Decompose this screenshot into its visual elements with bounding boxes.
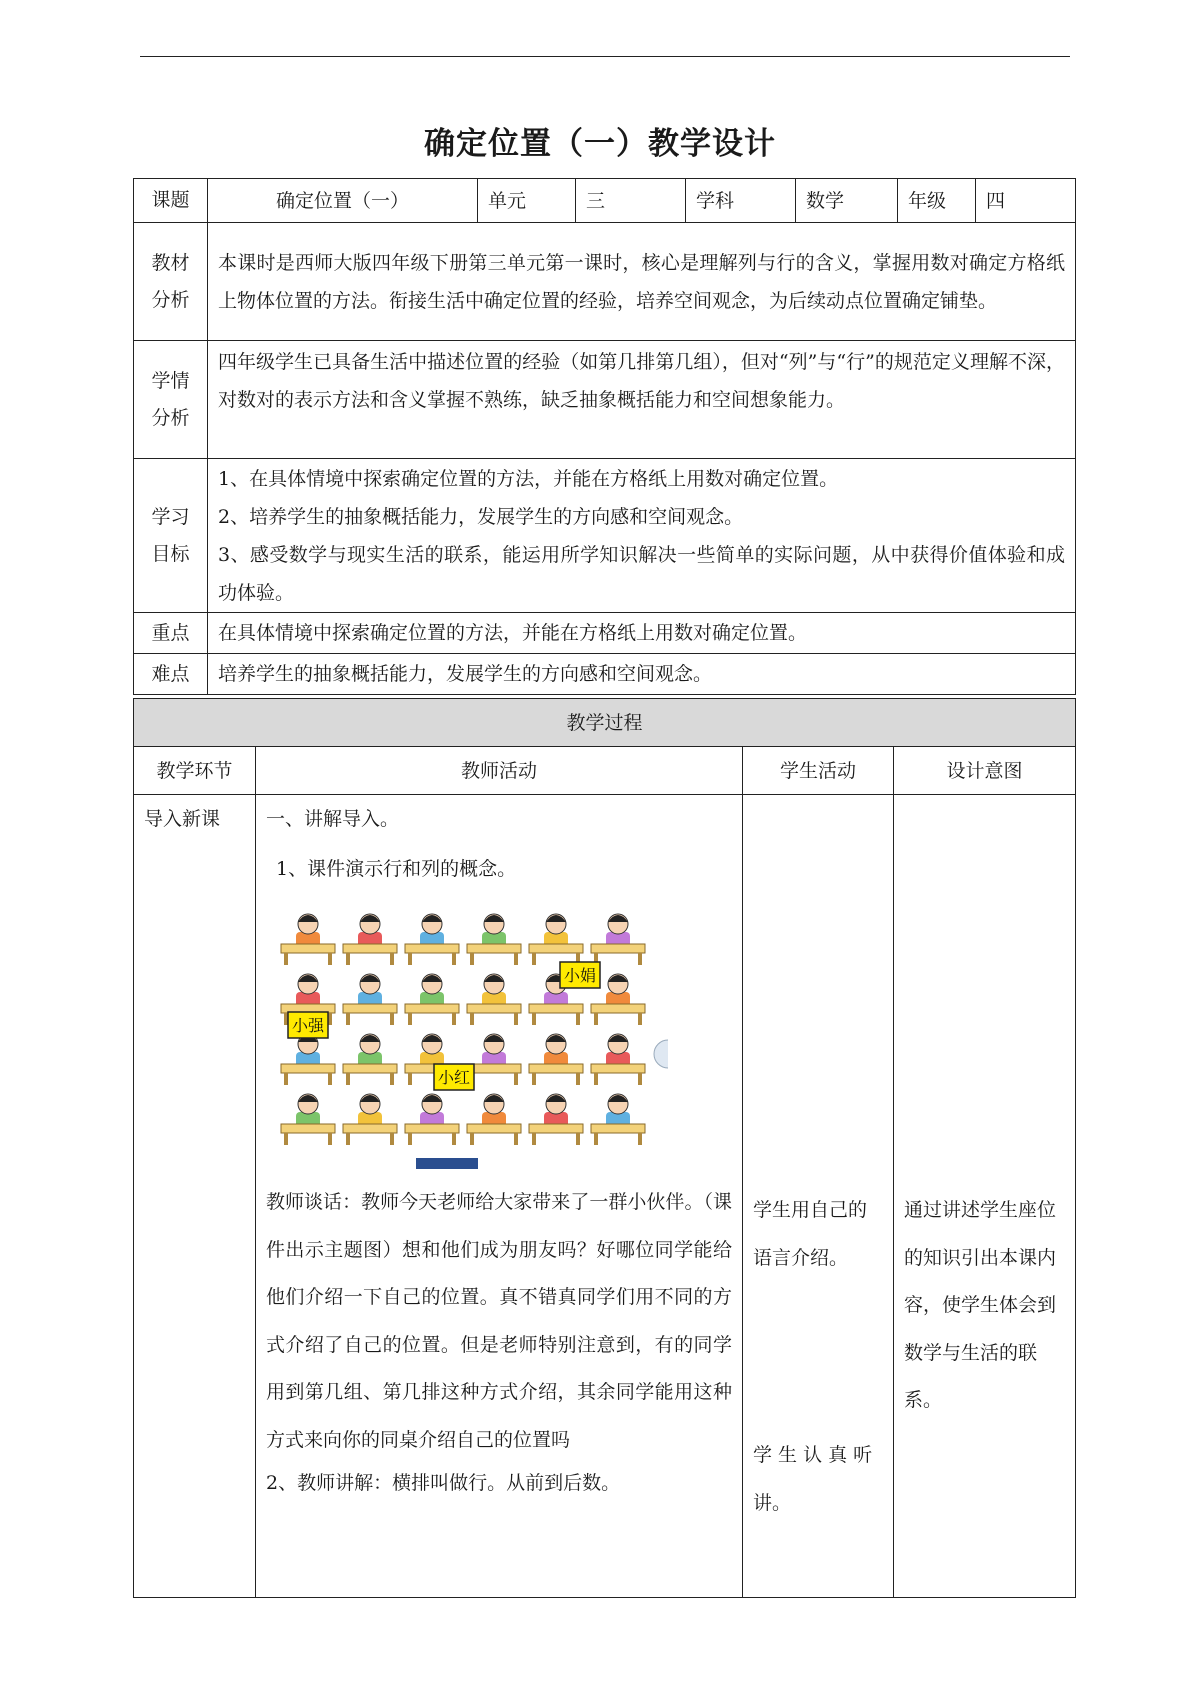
label-xiaohong (434, 1064, 474, 1090)
col-intent: 设计意图 (894, 747, 1076, 795)
step-1: 一、讲解导入。 (266, 808, 400, 830)
col-student: 学生活动 (743, 747, 894, 795)
grade-label: 年级 (898, 179, 976, 223)
info-table (133, 178, 1076, 695)
material-row (134, 223, 1076, 341)
course-value: 确定位置（一） (208, 179, 478, 223)
subject-value: 数学 (796, 179, 898, 223)
label-xiaojuan (560, 962, 600, 988)
teacher-talk: 教师谈话：教师今天老师给大家带来了一群小伙伴。（课件出示主题图）想和他们成为朋友吗？好哪位同学能给他们介绍一下自己的位置。真不错真同学们用不同的方式介绍了自己的位置。但是老师特别注意到，有的同学用到第几组、第几排这种方式介绍，其余同学能用这种方式来向你的同桌介绍自己的位置吗 (266, 1191, 732, 1451)
process-row (134, 795, 1076, 1598)
goal-item: 2、培养学生的抽象概括能力，发展学生的方向感和空间观念。 (218, 505, 744, 528)
header-rule (140, 56, 1070, 57)
label-xiaohong-text: 小红 (437, 1068, 471, 1087)
student-activity-2: 学 生 认 真 听 讲。 (753, 1444, 873, 1514)
goal-list (208, 459, 1076, 613)
key-label: 重点 (134, 613, 208, 654)
step-1-1: 1、课件演示行和列的概念。 (276, 858, 517, 880)
material-label-line1: 教材 (151, 251, 190, 274)
col-stage: 教学环节 (134, 747, 256, 795)
difficult-label: 难点 (134, 654, 208, 695)
process-title-row (134, 699, 1076, 747)
goal-item: 3、感受数学与现实生活的联系，能运用所学知识解决一些简单的实际问题，从中获得价值体验和成功体验。 (218, 543, 1065, 604)
key-row (134, 613, 1076, 654)
process-table (133, 698, 1076, 1598)
student-row (134, 341, 1076, 459)
material-text: 本课时是西师大版四年级下册第三单元第一课时，核心是理解列与行的含义，掌握用数对确定方格纸上物体位置的方法。衔接生活中确定位置的经验，培养空间观念，为后续动点位置确定铺垫。 (208, 223, 1076, 341)
goal-label-line1: 学习 (151, 505, 190, 528)
student-label-line1: 学情 (151, 369, 190, 392)
material-label-line2: 分析 (151, 288, 190, 311)
student-activity (743, 795, 894, 1598)
difficult-row (134, 654, 1076, 695)
goal-row (134, 459, 1076, 613)
difficult-text: 培养学生的抽象概括能力，发展学生的方向感和空间观念。 (208, 654, 1076, 695)
subject-label: 学科 (686, 179, 796, 223)
classroom-illustration (270, 904, 668, 1169)
design-intent-text: 通过讲述学生座位的知识引出本课内容，使学生体会到数学与生活的联系。 (904, 1199, 1057, 1411)
goal-item: 1、在具体情境中探索确定位置的方法，并能在方格纸上用数对确定位置。 (218, 467, 839, 490)
unit-value: 三 (576, 179, 686, 223)
key-text: 在具体情境中探索确定位置的方法，并能在方格纸上用数对确定位置。 (208, 613, 1076, 654)
student-text: 四年级学生已具备生活中描述位置的经验（如第几排第几组），但对“列”与“行”的规范定义理解不深，对数对的表示方法和含义掌握不熟练，缺乏抽象概括能力和空间想象能力。 (208, 341, 1076, 459)
student-label (134, 341, 208, 459)
teacher-desk (416, 1158, 478, 1169)
page-title: 确定位置（一）教学设计 (424, 126, 776, 162)
process-title: 教学过程 (134, 699, 1076, 747)
info-row (134, 179, 1076, 223)
step-2: 2、教师讲解：横排叫做行。从前到后数。 (266, 1472, 621, 1494)
material-label (134, 223, 208, 341)
design-intent (894, 795, 1076, 1598)
student-activity-1: 学生用自己的语言介绍。 (753, 1199, 868, 1269)
label-xiaojuan-text: 小娟 (563, 966, 597, 985)
course-label: 课题 (134, 179, 208, 223)
goal-label (134, 459, 208, 613)
teacher-activity (256, 795, 743, 1598)
student-label-line2: 分析 (151, 406, 190, 429)
goal-label-line2: 目标 (151, 542, 190, 565)
label-xiaoqiang-text: 小强 (291, 1016, 325, 1035)
grade-value: 四 (976, 179, 1076, 223)
col-teacher: 教师活动 (256, 747, 743, 795)
stage-name: 导入新课 (134, 795, 256, 1598)
label-xiaoqiang (288, 1012, 328, 1038)
process-header-row (134, 747, 1076, 795)
unit-label: 单元 (478, 179, 576, 223)
